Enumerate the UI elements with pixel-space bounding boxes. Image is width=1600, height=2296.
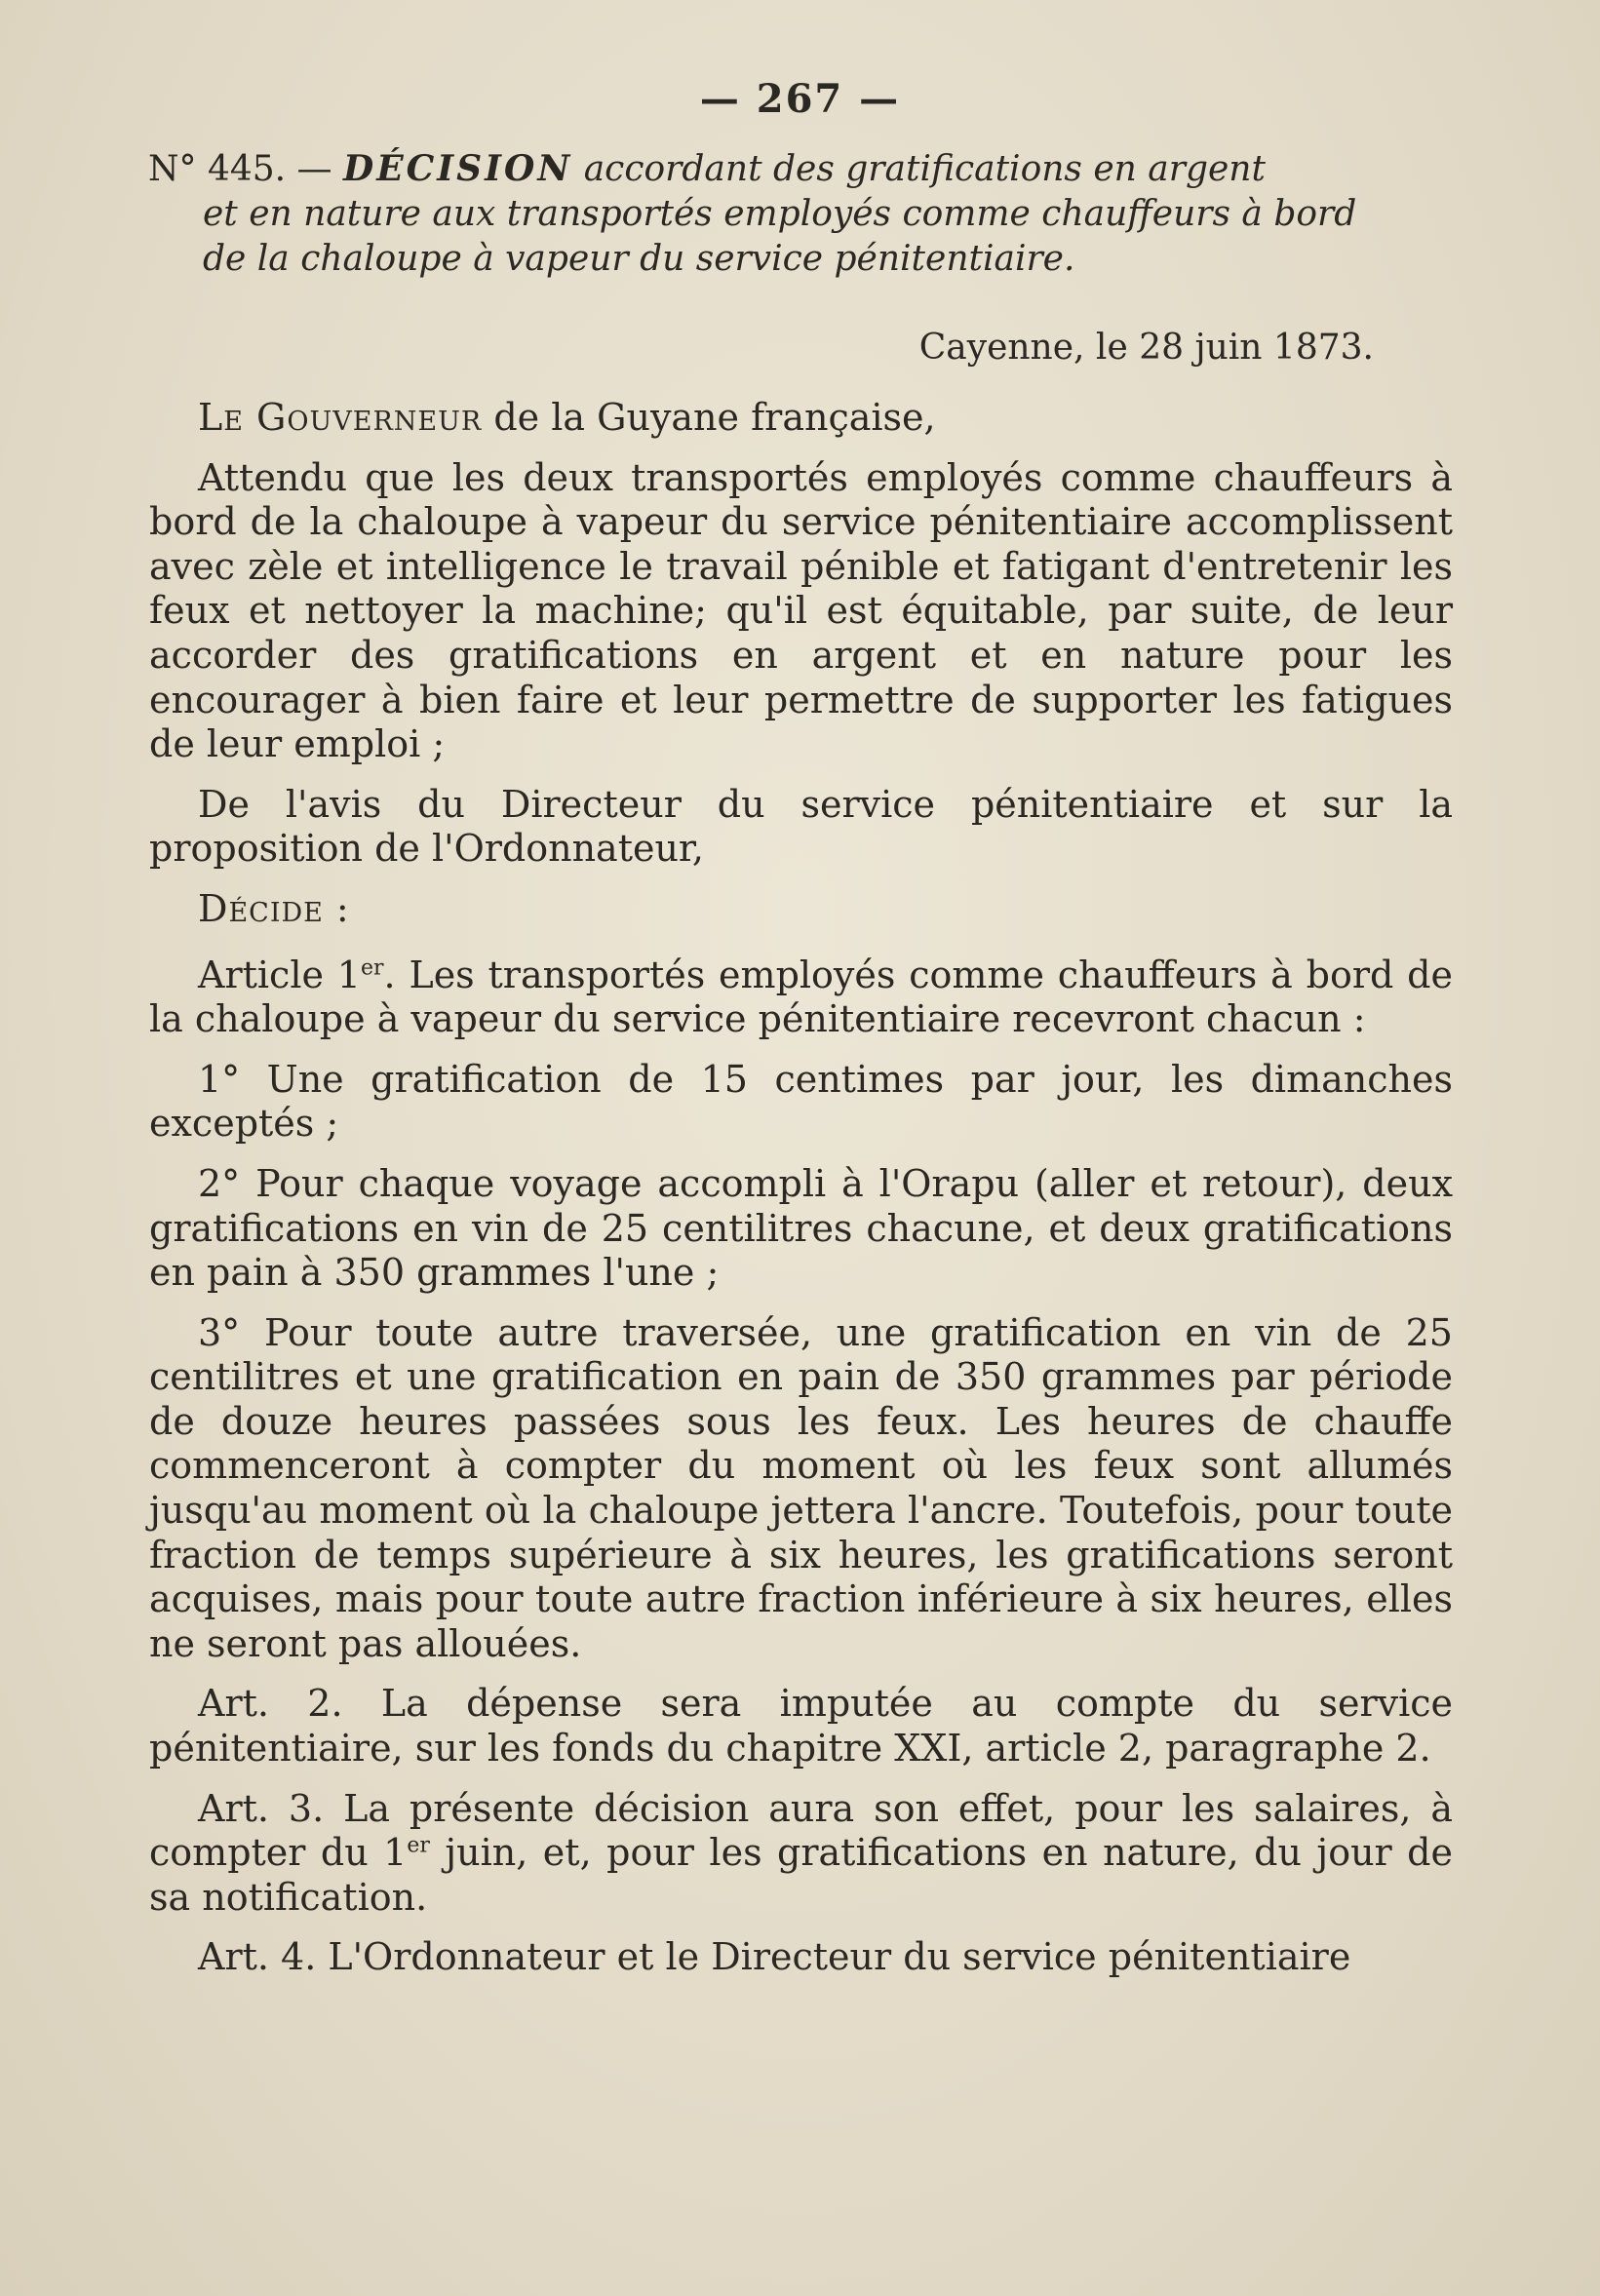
article-1-prefix: Article 1: [198, 953, 361, 996]
article-1-text: . Les transportés employés comme chauffeurs à bord de la chaloupe à vapeur du service pénitentiaire recevront chacun :: [149, 953, 1453, 1041]
avis-paragraph: De l'avis du Directeur du service pénitentiaire et sur la proposition de l'Ordonnateur,: [149, 782, 1453, 871]
place-date: Cayenne, le 28 juin 1873.: [918, 328, 1374, 368]
item-3: 3° Pour toute autre traversée, une gratification en vin de 25 centilitres et une gratification en pain de 350 grammes par période de douze heures passées sous les feux. Les heures de chauffe commenceront à compter du moment où les feux sont allumés jusqu'au moment où la chaloupe jettera l'ancre. Toutefois, pour toute fraction de temps supérieure à six heures, les gratifications seront acquises, mais pour toute autre fraction inférieure à six heures, elles ne seront pas allouées.: [149, 1310, 1453, 1665]
article-3-after: juin, et, pour les gratifications en nature, du jour de sa notification.: [149, 1831, 1453, 1919]
article-3-before: Art. 3. La présente décision aura son effet, pour les salaires, à compter du 1: [149, 1786, 1453, 1875]
article-3-sup: er: [407, 1833, 430, 1858]
governor-title: Le Gouverneur: [198, 396, 483, 439]
decision-body: [149, 396, 1453, 1996]
item-1: 1° Une gratification de 15 centimes par jour, les dimanches exceptés ;: [149, 1057, 1453, 1146]
heading-line-1: [148, 146, 1455, 192]
decision-keyword: DÉCISION: [343, 148, 573, 189]
decision-number: N° 445. —: [148, 149, 332, 189]
decision-heading: [148, 146, 1455, 282]
article-1: [149, 953, 1453, 1042]
article-1-sup: er: [360, 954, 384, 980]
article-2: Art. 2. La dépense sera imputée au compte du service pénitentiaire, sur les fonds du chapitre XXI, article 2, paragraphe 2.: [149, 1682, 1453, 1771]
article-4: Art. 4. L'Ordonnateur et le Directeur du service pénitentiaire: [198, 1935, 1351, 1979]
page-number: — 267 —: [699, 76, 901, 122]
item-2: 2° Pour chaque voyage accompli à l'Orapu (aller et retour), deux gratifications en vin de 25 centilitres chacune, et deux gratifications en pain à 350 grammes l'une ;: [149, 1161, 1453, 1295]
heading-line-1-rest: accordant des gratifications en argent: [583, 149, 1266, 189]
article-3: [149, 1787, 1453, 1921]
heading-line-3: de la chaloupe à vapeur du service pénitentiaire.: [203, 239, 1075, 279]
heading-line-2: et en nature aux transportés employés comme chauffeurs à bord: [203, 194, 1357, 234]
considerant-paragraph: Attendu que les deux transportés employés comme chauffeurs à bord de la chaloupe à vapeur du service pénitentiaire accomplissent avec zèle et intelligence le travail pénible et fatigant d'entretenir les feux et nettoyer la machine; qu'il est équitable, par suite, de leur accorder des gratifications en argent et en nature pour les encourager à bien faire et leur permettre de supporter les fatigues de leur emploi ;: [149, 455, 1453, 766]
governor-line: [149, 396, 1453, 441]
decide-label: Décide :: [198, 886, 350, 930]
governor-rest: de la Guyane française,: [493, 396, 936, 439]
